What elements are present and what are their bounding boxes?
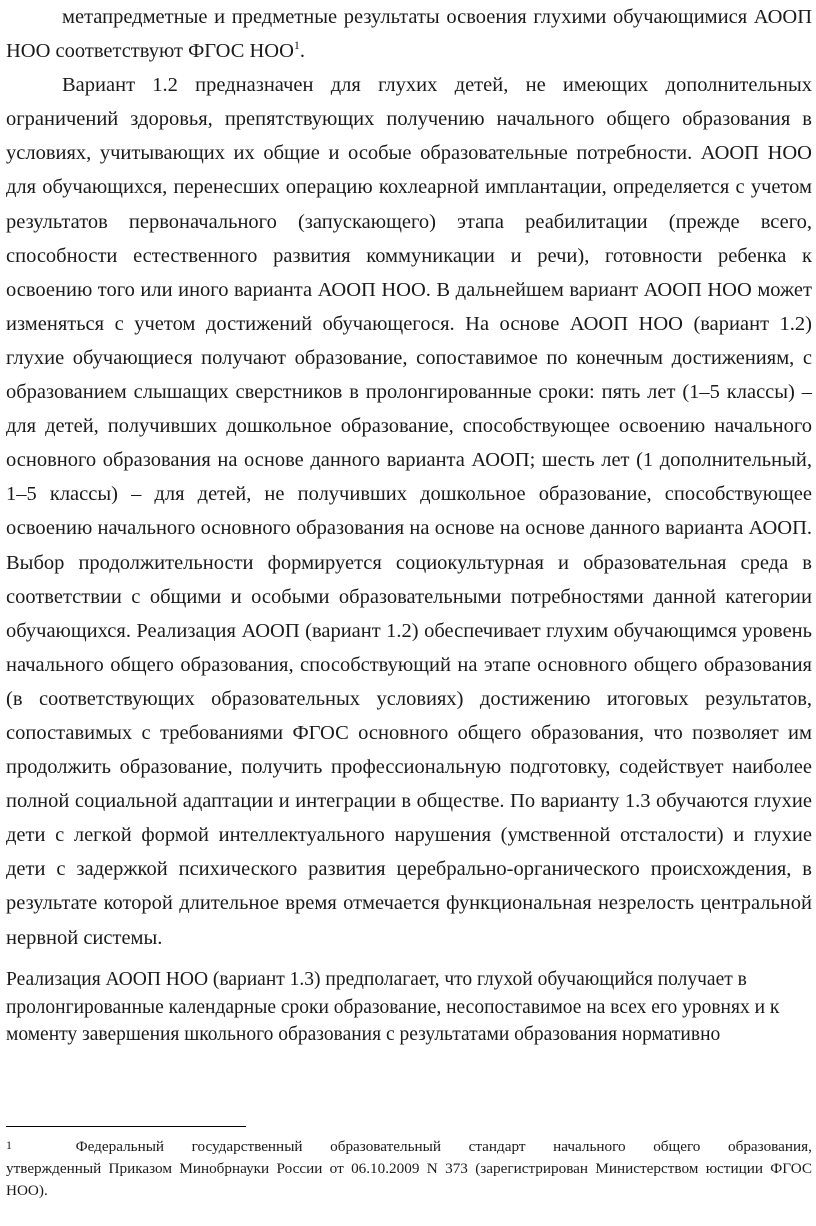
footnote-word: образовательный [330,1138,441,1155]
footnote-word: общего [653,1138,701,1155]
secondary-text-block [6,966,812,1049]
paragraph-1 [6,0,812,68]
footnote-first-line [6,1136,812,1158]
paragraph-2: Вариант 1.2 предназначен для глухих детей, не имеющих дополнительных ограничений здоровья, препятствующих получению начального общего образования в условиях, учитывающих их общие и особые образовательные потребности. АООП НОО для обучающихся, перенесших операцию кохлеарной имплантации, определяется с учетом результатов первоначального (запускающего) этапа реабилитации (прежде всего, способности естественного развития коммуникации и речи), готовности ребенка к освоению того или иного варианта АООП НОО. В дальнейшем вариант АООП НОО может изменяться с учетом достижений обучающегося. На основе АООП НОО (вариант 1.2) глухие обучающиеся получают образование, сопоставимое по конечным достижениям, с образованием слышащих сверстников в пролонгированные сроки: пять лет (1–5 классы) – для детей, получивших дошкольное образование, способствующее освоению начального основного образования на основе данного варианта АООП; шесть лет (1 дополнительный, 1–5 классы) – для детей, не получивших дошкольное образование, способствующее освоению начального основного образования на основе на основе данного варианта АООП. Выбор продолжительности формируется социокультурная и образовательная среда в соответствии с общими и особыми образовательными потребностями данной категории обучающихся. Реализация АООП (вариант 1.2) обеспечивает глухим обучающимся уровень начального общего образования, способствующий на этапе основного общего образования (в соответствующих образовательных условиях) достижению итоговых результатов, сопоставимых с требованиями ФГОС основного общего образования, что позволяет им продолжить образование, получить профессиональную подготовку, содействует наиболее полной социальной адаптации и интеграции в обществе. По варианту 1.3 обучаются глухие дети с легкой формой интеллектуального нарушения (умственной отсталости) и глухие дети с задержкой психического развития церебрально-органического происхождения, в результате которой длительное время отмечается функциональная незрелость центральной нервной системы. [6,74,812,949]
footnote-reference[interactable]: 1 [293,38,300,53]
footnote-body: утвержденный Приказом Минобрнауки России от 06.10.2009 N 373 (зарегистрирован Министерством юстиции ФГОС НОО). [6,1160,812,1199]
footnote-word: начального [553,1138,626,1155]
footnote-word: образования, [728,1138,812,1155]
footnote-word: стандарт [468,1138,526,1155]
main-text-block [6,0,812,955]
footnote-mark: 1 [6,1138,12,1152]
footnote [6,1136,812,1202]
footnote-separator [6,1126,246,1127]
paragraph-1-text: метапредметные и предметные результаты освоения глухими обучающимися АООП НОО соответствуют ФГОС НОО [6,6,812,63]
footnote-word: государственный [191,1138,303,1155]
paragraph-1-end: . [299,40,306,63]
footnote-word: Федеральный [75,1138,165,1155]
paragraph-3: Реализация АООП НОО (вариант 1.3) предполагает, что глухой обучающийся получает в пролонгированные календарные сроки образование, несопоставимое на всех его уровнях и к моменту завершения школьного образования с результатами образования нормативно [6,969,780,1046]
